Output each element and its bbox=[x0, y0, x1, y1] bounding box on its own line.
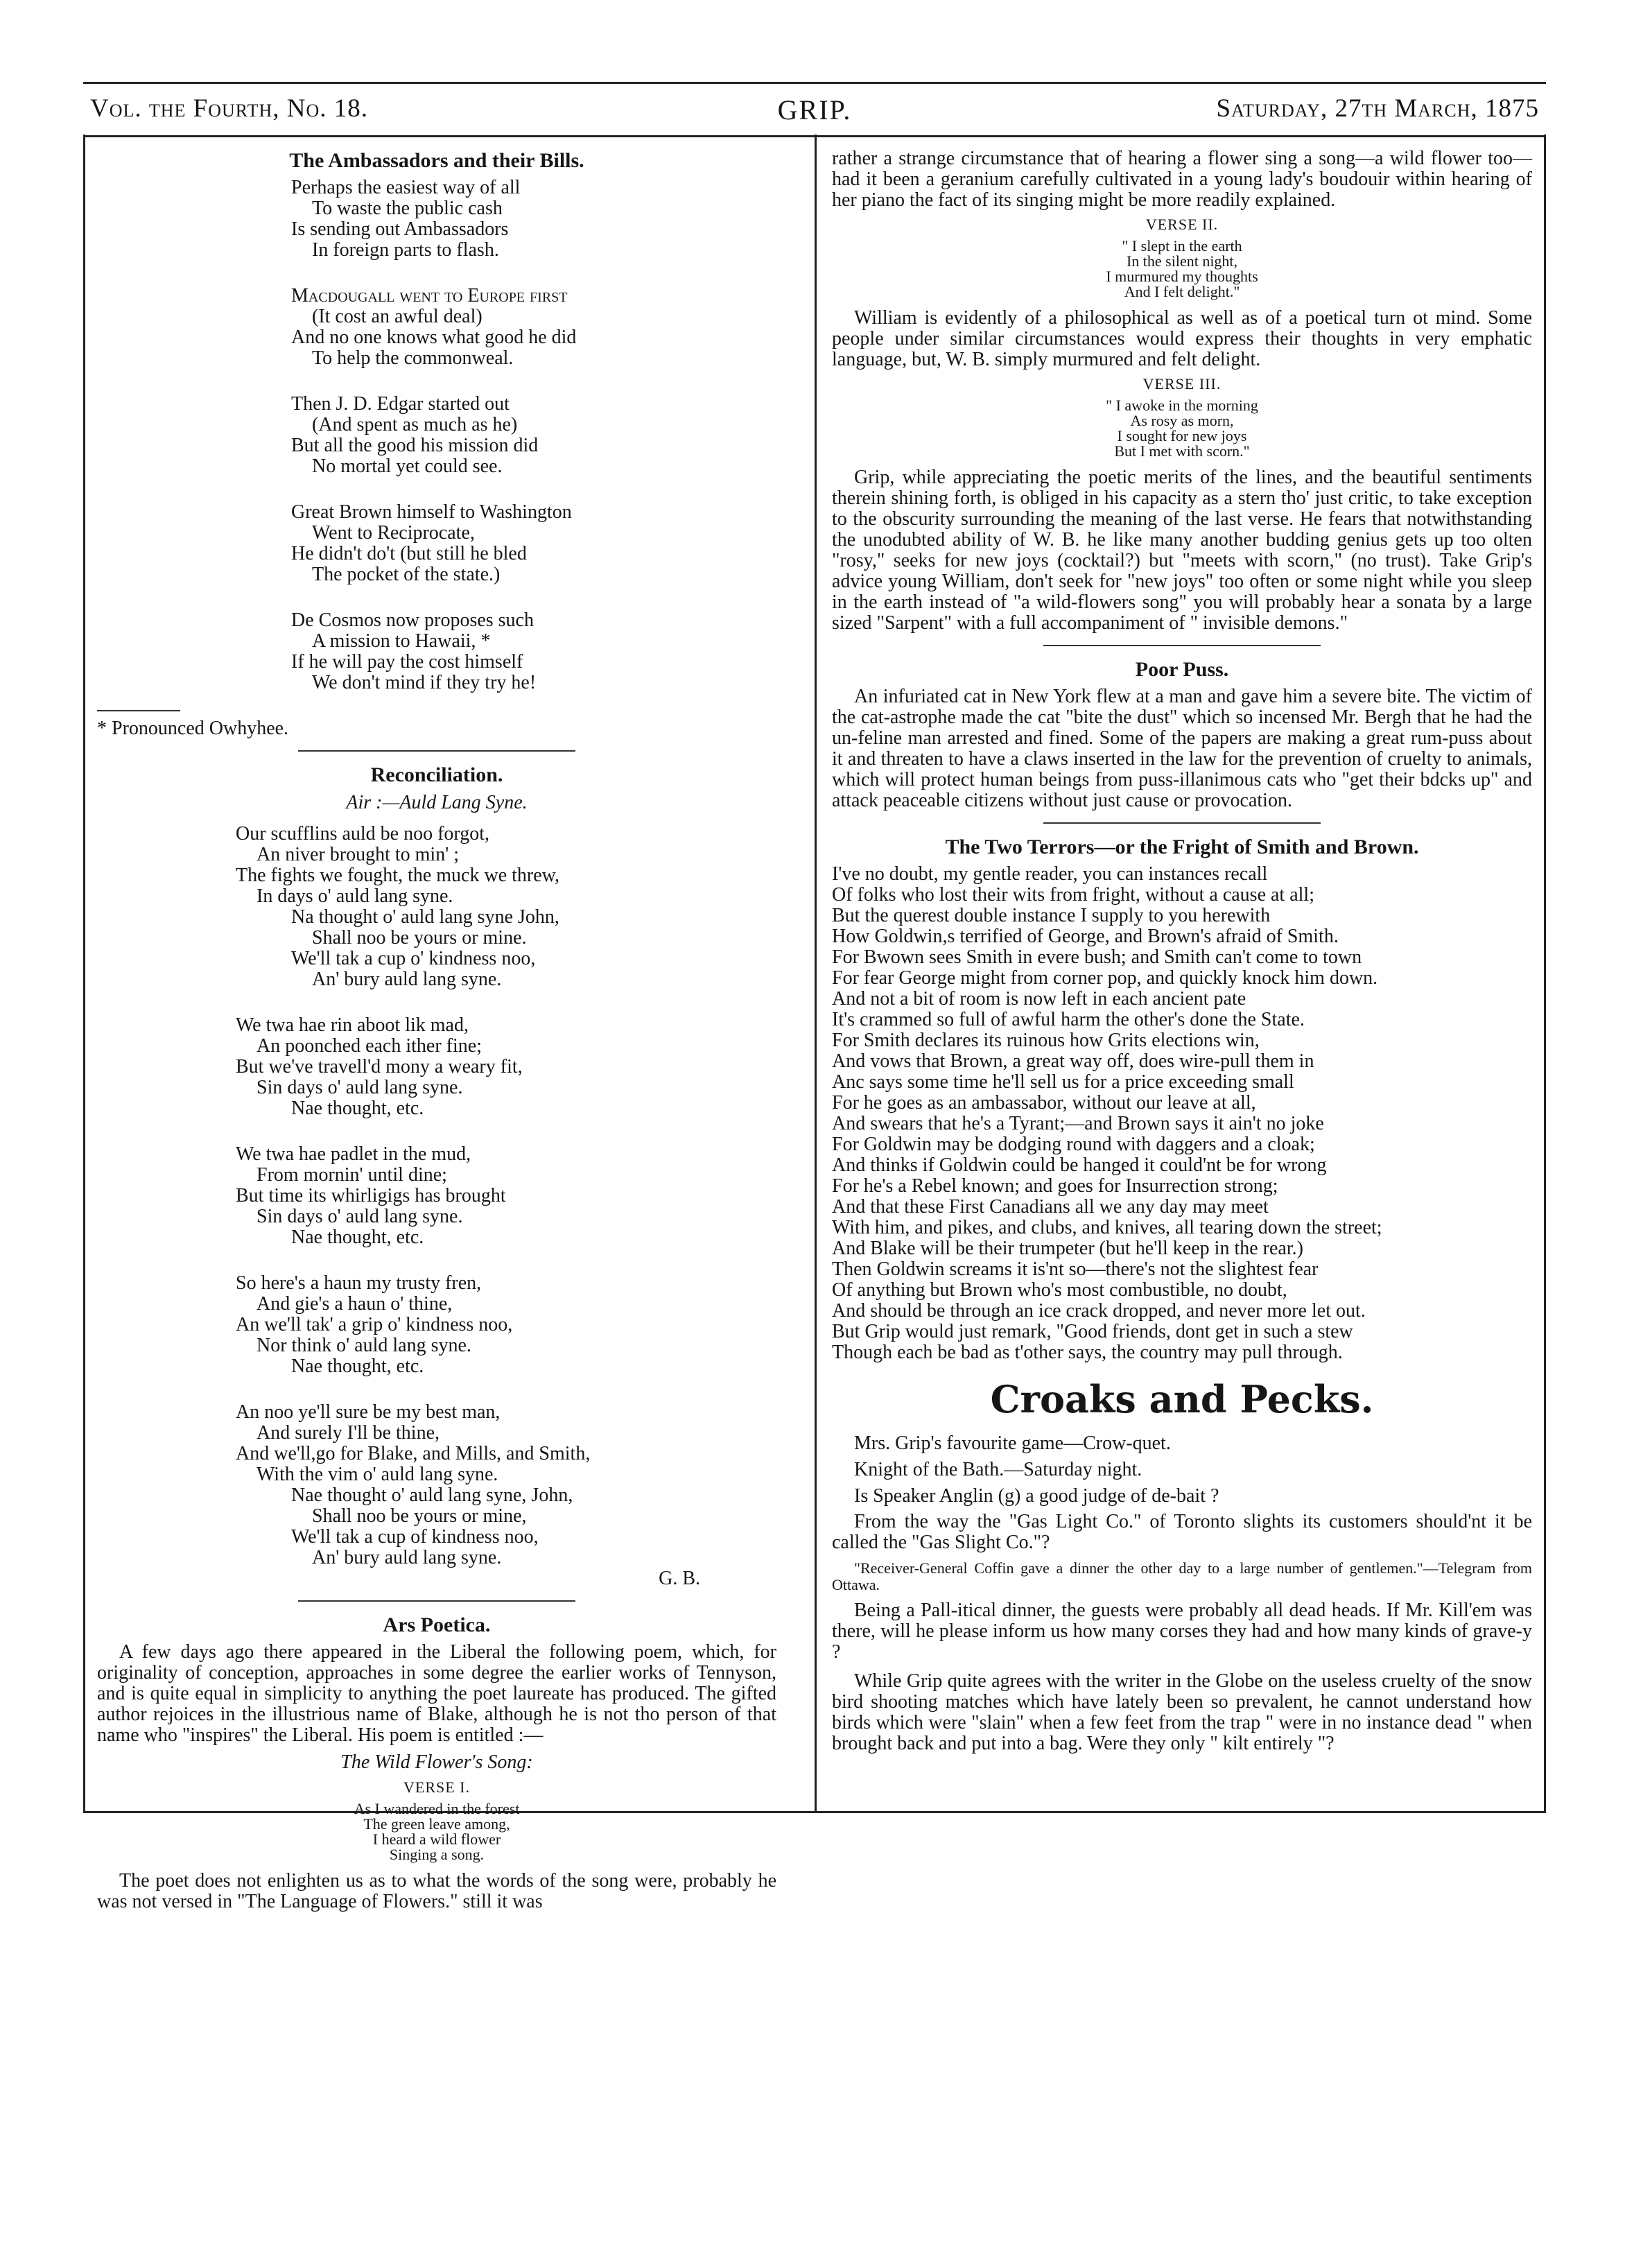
poem-line: We don't mind if they try he! bbox=[312, 672, 537, 693]
poem-line: For Goldwin may be dodging round with daggers and a cloak; bbox=[832, 1134, 1315, 1155]
article-title-ars-poetica: Ars Poetica. bbox=[383, 1613, 491, 1636]
ars-intro-paragraph: A few days ago there appeared in the Liberal the following poem, which, for originality of conception, approaches in some degree the earlier works of Tennyson, and is quite equal in simplicity to anything the poet laureate has produced. The gifted author rejoices in the illustrious name of Blake, although he is not tho person of that name who "inspires" the Liberal. His poem is entitled :— bbox=[97, 1641, 776, 1746]
poem-line: And vows that Brown, a great way off, does wire-pull them in bbox=[832, 1050, 1314, 1072]
poem-line: (It cost an awful deal) bbox=[312, 306, 483, 327]
masthead-title: GRIP. bbox=[777, 94, 852, 125]
poem-line: But I met with scorn." bbox=[1114, 442, 1250, 460]
croaks-paragraph: While Grip quite agrees with the writer in the Globe on the useless cruelty of the snow bird shooting matches which have lately been so prevalent, he cannot understand how birds which were "slain" when a few feet from the trap " were in no instance dead " when brought back and put into a bag. Were they only " kilt entirely "? bbox=[832, 1670, 1532, 1754]
poem-title: The Wild Flower's Song: bbox=[340, 1751, 533, 1773]
poem-line: In foreign parts to flash. bbox=[312, 239, 499, 261]
poem-line: Macdougall went to Europe first bbox=[291, 285, 568, 306]
poem-line: Sin days o' auld lang syne. bbox=[257, 1206, 463, 1227]
poem-line: I sought for new joys bbox=[1117, 427, 1247, 444]
ars-continued-paragraph: rather a strange circumstance that of hearing a flower sing a song—a wild flower too—had it been a geranium carefully cultivated in a young lady's boudouir within hearing of her piano the fact of its singing might be more readily explained. bbox=[832, 148, 1532, 211]
stanza bbox=[236, 1015, 776, 1119]
poem-line: The pocket of the state.) bbox=[312, 564, 501, 585]
section-divider bbox=[1043, 822, 1321, 824]
poem-line: And not a bit of room is now left in each ancient pate bbox=[832, 988, 1246, 1010]
poem-line: Of folks who lost their wits from fright, without a cause at all; bbox=[832, 884, 1314, 906]
poem-line: How Goldwin,s terrified of George, and Brown's afraid of Smith. bbox=[832, 926, 1339, 947]
poem-line: Went to Reciprocate, bbox=[312, 522, 475, 544]
section-divider bbox=[298, 750, 575, 752]
poem-line: For fear George might from corner pop, and quickly knock him down. bbox=[832, 967, 1378, 989]
croaks-paragraph: Being a Pall-itical dinner, the guests were probably all dead heads. If Mr. Kill'em was there, will he please inform us how many corses they had and how many kinds of grave-y ? bbox=[832, 1600, 1532, 1663]
poem-line: Then Goldwin screams it is'nt so—there's not the slightest fear bbox=[832, 1258, 1319, 1280]
poem-line: " I slept in the earth bbox=[1122, 237, 1242, 254]
poem-line: Though each be bad as t'other says, the country may pull through. bbox=[832, 1342, 1343, 1363]
poem-line: And that these First Canadians all we any day may meet bbox=[832, 1196, 1269, 1218]
article-title-two-terrors: The Two Terrors—or the Fright of Smith and Brown. bbox=[945, 836, 1419, 858]
stanza bbox=[236, 824, 776, 990]
poem-line: Our scufflins auld be noo forgot, bbox=[236, 823, 490, 845]
poem-line: We'll tak a cup o' kindness noo, bbox=[291, 948, 536, 969]
poem-line: We twa hae padlet in the mud, bbox=[236, 1143, 471, 1165]
poem-line: In days o' auld lang syne. bbox=[257, 885, 453, 907]
poem-line: And should be through an ice crack dropped, and never more let out. bbox=[832, 1300, 1366, 1322]
poem-line: Great Brown himself to Washington bbox=[291, 501, 572, 523]
newspaper-page bbox=[83, 82, 1546, 1912]
poem-line: For Smith declares its ruinous how Grits elections win, bbox=[832, 1030, 1260, 1051]
stanza bbox=[291, 610, 776, 693]
stanza bbox=[291, 286, 776, 369]
poem-line: And no one knows what good he did bbox=[291, 327, 577, 348]
poem-line: Nae thought, etc. bbox=[291, 1227, 424, 1248]
poem-line: (And spent as much as he) bbox=[312, 414, 518, 435]
poem-line: It's crammed so full of awful harm the other's done the State. bbox=[832, 1009, 1305, 1030]
poem-line: If he will pay the cost himself bbox=[291, 651, 523, 673]
poem-line: Shall noo be yours or mine, bbox=[312, 1505, 527, 1527]
verse-three bbox=[832, 398, 1532, 459]
poem-line: But Grip would just remark, "Good friends, dont get in such a stew bbox=[832, 1321, 1353, 1342]
poem-line: He didn't do't (but still he bled bbox=[291, 543, 527, 564]
footnote-rule bbox=[97, 710, 180, 711]
poor-puss-paragraph: An infuriated cat in New York flew at a man and gave him a severe bite. The victim of the cat-astrophe made the cat "bite the dust" which so incensed Mr. Bergh that he had the un-feline man arrested and fined. Some of the papers are making a great rum-puss about it and threaten to have a claws inserted in the law for the prevention of cruelty to animals, which will protect human beings from puss-illanimous cats who "get their bdcks up" and attack peaceable citizens without just cause or provocation. bbox=[832, 686, 1532, 811]
stanza bbox=[236, 1144, 776, 1248]
poem-line: " I awoke in the morning bbox=[1106, 397, 1258, 414]
issue-date: Saturday, 27th March, 1875 bbox=[1216, 94, 1539, 123]
author-signature: G. B. bbox=[659, 1568, 700, 1589]
poem-line: As rosy as morn, bbox=[1130, 412, 1234, 429]
poem-line: An we'll tak' a grip o' kindness noo, bbox=[236, 1314, 513, 1335]
poem-line: For he's a Rebel known; and goes for Insurrection strong; bbox=[832, 1175, 1278, 1197]
left-border bbox=[83, 135, 85, 1811]
stanza bbox=[236, 1402, 776, 1568]
poem-line: But all the good his mission did bbox=[291, 435, 539, 456]
column-divider bbox=[815, 135, 817, 1811]
section-title-croaks-and-pecks: Croaks and Pecks. bbox=[990, 1377, 1374, 1421]
poem-line: Shall noo be yours or mine. bbox=[312, 927, 527, 949]
ars-paragraph: The poet does not enlighten us as to what the words of the song were, probably he was not versed in "The Language of Flowers." still it was bbox=[97, 1870, 776, 1912]
croaks-item: Knight of the Bath.—Saturday night. bbox=[854, 1459, 1142, 1480]
poem-line: Singing a song. bbox=[389, 1846, 485, 1863]
poem-line: To waste the public cash bbox=[312, 198, 503, 219]
verse-label: VERSE I. bbox=[403, 1778, 470, 1796]
poem-line: But the querest double instance I supply to you herewith bbox=[832, 905, 1271, 926]
poem-line: From mornin' until dine; bbox=[257, 1164, 447, 1186]
poem-line: We'll tak a cup of kindness noo, bbox=[291, 1526, 539, 1548]
poem-line: We twa hae rin aboot lik mad, bbox=[236, 1014, 469, 1036]
william-paragraph: William is evidently of a philosophical as well as of a poetical turn ot mind. Some people under similar circumstances would express their thoughts in very emphatic language, but, W. B. simply murmured and felt delight. bbox=[832, 307, 1532, 370]
poem-line: And thinks if Goldwin could be hanged it could'nt be for wrong bbox=[832, 1154, 1327, 1176]
poem-line: Nae thought, etc. bbox=[291, 1098, 424, 1119]
poem-two-terrors bbox=[832, 864, 1532, 1363]
poem-line: As I wandered in the forest bbox=[354, 1800, 520, 1817]
croaks-item: From the way the "Gas Light Co." of Toronto slights its customers should'nt it be called the "Gas Slight Co."? bbox=[832, 1511, 1532, 1553]
poem-line: But time its whirligigs has brought bbox=[236, 1185, 506, 1206]
croaks-item: Mrs. Grip's favourite game—Crow-quet. bbox=[854, 1432, 1171, 1454]
poem-line: I heard a wild flower bbox=[372, 1830, 501, 1848]
poem-line: For Bwown sees Smith in evere bush; and Smith can't come to town bbox=[832, 946, 1362, 968]
poem-line: For he goes as an ambassabor, without our leave at all, bbox=[832, 1092, 1256, 1114]
poem-line: An' bury auld lang syne. bbox=[312, 1547, 502, 1568]
poem-line: To help the commonweal. bbox=[312, 347, 514, 369]
poem-line: And Blake will be their trumpeter (but he'll keep in the rear.) bbox=[832, 1238, 1303, 1259]
poem-line: And we'll,go for Blake, and Mills, and Smith, bbox=[236, 1443, 591, 1464]
poem-line: Perhaps the easiest way of all bbox=[291, 177, 521, 198]
verse-label: VERSE III. bbox=[1142, 375, 1222, 392]
poem-line: An' bury auld lang syne. bbox=[312, 969, 502, 990]
poem-line: Then J. D. Edgar started out bbox=[291, 393, 510, 415]
stanza bbox=[291, 178, 776, 261]
poem-line: Of anything but Brown who's most combustible, no doubt, bbox=[832, 1279, 1287, 1301]
poem-line: Nor think o' auld lang syne. bbox=[257, 1335, 471, 1356]
telegram-quote: "Receiver-General Coffin gave a dinner the other day to a large number of gentlemen."—Telegram from Ottawa. bbox=[832, 1559, 1532, 1593]
poem-line: Nae thought, etc. bbox=[291, 1356, 424, 1377]
poem-ambassadors bbox=[97, 178, 776, 693]
footnote: * Pronounced Owhyhee. bbox=[97, 718, 289, 739]
poem-line: So here's a haun my trusty fren, bbox=[236, 1272, 482, 1294]
poem-line: With the vim o' auld lang syne. bbox=[257, 1464, 498, 1485]
article-title-reconciliation: Reconciliation. bbox=[370, 763, 503, 786]
poem-line: Sin days o' auld lang syne. bbox=[257, 1077, 463, 1098]
poem-line: But we've travell'd mony a weary fit, bbox=[236, 1056, 523, 1077]
verse-one bbox=[97, 1801, 776, 1862]
article-title-ambassadors: The Ambassadors and their Bills. bbox=[289, 149, 584, 172]
stanza bbox=[236, 1273, 776, 1377]
stanza bbox=[291, 394, 776, 477]
poem-reconciliation bbox=[97, 824, 776, 1568]
poem-line: De Cosmos now proposes such bbox=[291, 609, 534, 631]
poem-line: Is sending out Ambassadors bbox=[291, 218, 509, 240]
poem-line: Na thought o' auld lang syne John, bbox=[291, 906, 559, 928]
poem-line: An niver brought to min' ; bbox=[257, 844, 460, 865]
poem-line: The fights we fought, the muck we threw, bbox=[236, 865, 560, 886]
poem-line: I've no doubt, my gentle reader, you can instances recall bbox=[832, 863, 1268, 885]
article-title-poor-puss: Poor Puss. bbox=[1135, 658, 1229, 681]
poem-line: And gie's a haun o' thine, bbox=[257, 1293, 453, 1315]
croaks-item: Is Speaker Anglin (g) a good judge of de-bait ? bbox=[854, 1485, 1219, 1507]
poem-line: And I felt delight." bbox=[1124, 283, 1240, 300]
poem-line: No mortal yet could see. bbox=[312, 456, 503, 477]
poem-line: The green leave among, bbox=[363, 1815, 510, 1833]
right-border bbox=[1544, 135, 1546, 1811]
poem-line: In the silent night, bbox=[1126, 252, 1238, 270]
section-divider bbox=[1043, 645, 1321, 646]
verse-label: VERSE II. bbox=[1145, 216, 1219, 233]
volume-number: Vol. the Fourth, No. 18. bbox=[90, 94, 368, 123]
poem-line: An noo ye'll sure be my best man, bbox=[236, 1401, 501, 1423]
poem-line: Nae thought o' auld lang syne, John, bbox=[291, 1484, 573, 1506]
page-header bbox=[83, 82, 1546, 137]
grip-critique-paragraph: Grip, while appreciating the poetic merits of the lines, and the beautiful sentiments therein shining forth, is obliged in his capacity as a stern tho' just critic, to take exception to the obscurity surrounding the meaning of the last verse. He fears that notwithstanding the unodubted ability of W. B. he like many another budding genius gets up too olten "rosy," seeks for new joys (cocktail?) but "meets with scorn," (no trust). Take Grip's advice young William, don't seek for "new joys" too often or some night while you sleep in the earth instead of "a wild-flowers song" you will probably hear a sonata by a large sized "Sarpent" with a full accompaniment of " invisible demons." bbox=[832, 467, 1532, 634]
poem-line: And surely I'll be thine, bbox=[257, 1422, 440, 1444]
left-column bbox=[97, 148, 776, 1912]
verse-two bbox=[832, 239, 1532, 300]
poem-line: I murmured my thoughts bbox=[1106, 268, 1258, 285]
poem-line: And swears that he's a Tyrant;—and Brown says it ain't no joke bbox=[832, 1113, 1324, 1134]
right-column bbox=[832, 148, 1532, 1754]
poem-line: With him, and pikes, and clubs, and knives, all tearing down the street; bbox=[832, 1217, 1382, 1238]
poem-line: A mission to Hawaii, * bbox=[312, 630, 491, 652]
poem-line: Anc says some time he'll sell us for a price exceeding small bbox=[832, 1071, 1294, 1093]
poem-line: An poonched each ither fine; bbox=[257, 1035, 482, 1057]
section-divider bbox=[298, 1600, 575, 1602]
stanza bbox=[291, 502, 776, 585]
tune-note: Air :—Auld Lang Syne. bbox=[346, 792, 528, 813]
